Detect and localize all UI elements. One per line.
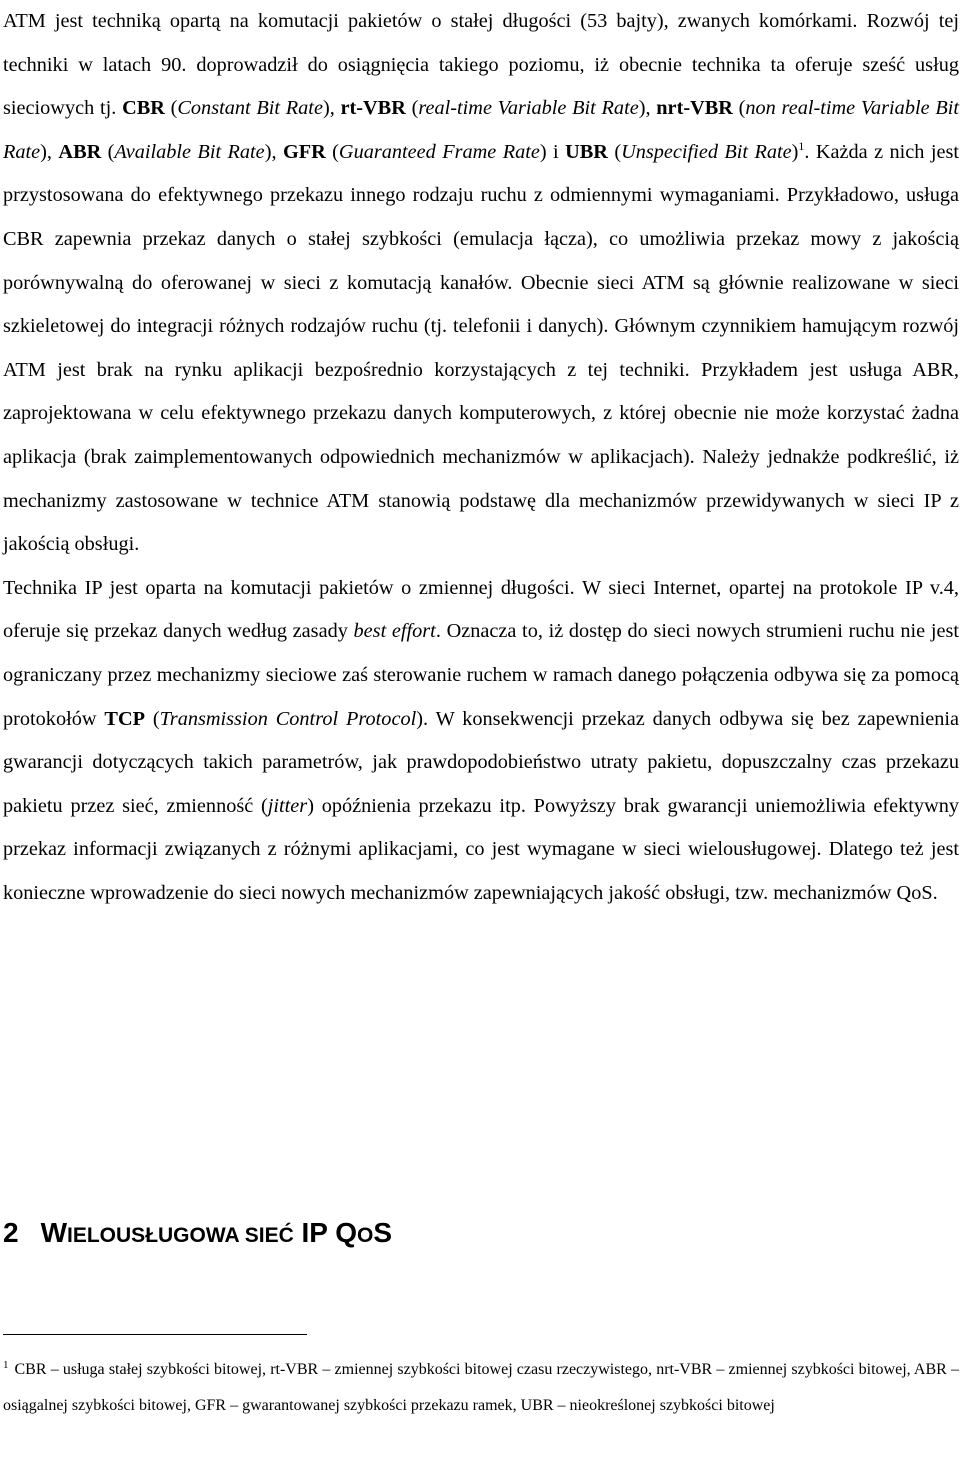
heading-text: IP Q: [293, 1217, 358, 1248]
term-gfr-expansion: Guaranteed Frame Rate: [338, 140, 540, 163]
term-gfr: GFR: [282, 140, 326, 163]
text-run: (: [732, 97, 746, 120]
section-number: 2: [3, 1217, 19, 1248]
footnote-mark: 1: [3, 1358, 9, 1371]
text-run: ),: [40, 140, 59, 163]
heading-text: S: [373, 1217, 393, 1248]
text-run: ),: [638, 97, 657, 120]
term-tcp-expansion: Transmission Control Protocol: [159, 707, 417, 730]
term-abr: ABR: [58, 140, 102, 163]
term-rt-vbr-expansion: real-time Variable Bit Rate: [418, 97, 639, 120]
text-run: ) opóźnienia przekazu itp. Powyższy brak gwarancji uniemożliwia efektywny przekaz informacji związanych z różnymi aplikacjami, co jest wymagane w sieci wielousługowej. Dlatego też jest konieczne wprowadzenie do sieci nowych mechanizmów zapewniających jakość obsługi, tzw. mechanizmów QoS.: [3, 794, 959, 904]
footnote-separator: [3, 1334, 307, 1335]
document-page: [3, 0, 960, 1414]
term-abr-expansion: Available Bit Rate: [114, 140, 265, 163]
footnote: [3, 1352, 959, 1424]
text-run: ): [791, 140, 799, 163]
text-run: ) i: [539, 140, 566, 163]
footnote-reference[interactable]: 1: [798, 139, 805, 154]
term-rt-vbr: rt-VBR: [340, 97, 406, 120]
text-run: (: [325, 140, 339, 163]
text-run: (: [607, 140, 622, 163]
text-run: (: [101, 140, 115, 163]
term-jitter: jitter: [267, 794, 308, 817]
section-heading: [3, 1213, 392, 1256]
heading-text: IELOUSŁUGOWA SIEĆ: [67, 1224, 294, 1247]
heading-text: O: [357, 1224, 374, 1247]
text-run: (: [164, 97, 178, 120]
text-run: ). W konsekwencji przekaz danych odbywa się bez zapewnienia gwarancji dotyczących takich parametrów, jak prawdopodobieństwo utraty pakietu, dopuszczalny czas przekazu pakietu przez sieć, zmienność (: [3, 707, 960, 817]
term-ubr: UBR: [565, 140, 608, 163]
term-cbr-expansion: Constant Bit Rate: [177, 97, 323, 120]
term-tcp: TCP: [104, 707, 145, 730]
paragraph-ip: [3, 567, 959, 916]
term-ubr-expansion: Unspecified Bit Rate: [621, 140, 792, 163]
text-run: . Każda z nich jest przystosowana do efektywnego przekazu innego rodzaju ruchu z odmiennymi wymaganiami. Przykładowo, usługa CBR zapewnia przekaz danych o stałej szybkości (emulacja łącza), co umożliwia przekaz mowy z jakością porównywalną do oferowanej w sieci z komutacją kanałów. Obecnie sieci ATM są głównie realizowane w sieci szkieletowej do integracji różnych rodzajów ruchu (tj. telefonii i danych). Głównym czynnikiem hamującym rozwój ATM jest brak na rynku aplikacji bezpośrednio korzystających z tej techniki. Przykładem jest usługa ABR, zaprojektowana w celu efektywnego przekazu danych komputerowych, z której obecnie nie może korzystać żadna aplikacja (brak zaimplementowanych odpowiednich mechanizmów w aplikacjach). Należy jednakże podkreślić, iż mechanizmy zastosowane w technice ATM stanowią podstawę dla mechanizmów przewidywanych w sieci IP z jakością obsługi.: [3, 140, 959, 556]
text-run: (: [405, 97, 419, 120]
paragraph-atm: [3, 0, 959, 567]
text-run: . Oznacza to, iż dostęp do sieci nowych strumieni ruchu nie jest ograniczany przez mechanizmy sieciowe zaś sterowanie ruchem w ramach danego połączenia odbywa się za pomocą protokołów: [3, 620, 959, 730]
term-best-effort: best effort: [353, 620, 436, 643]
text-run: Technika IP jest oparta na komutacji pakietów o zmiennej długości. W sieci Internet, opartej na protokole IP v.4, oferuje się przekaz danych według zasady: [3, 576, 959, 643]
text-run: ),: [264, 140, 283, 163]
term-cbr: CBR: [122, 97, 165, 120]
heading-text: W: [40, 1217, 68, 1248]
text-run: ),: [322, 97, 341, 120]
term-nrt-vbr: nrt-VBR: [656, 97, 733, 120]
text-run: (: [144, 707, 160, 730]
footnote-text: CBR – usługa stałej szybkości bitowej, rt-VBR – zmiennej szybkości bitowej czasu rzeczywistego, nrt-VBR – zmiennej szybkości bitowej, ABR –osiągalnej szybkości bitowej, GFR – gwarantowanej szybkości przekazu ramek, UBR – nieokreślonej szybkości bitowej: [3, 1361, 959, 1414]
term-nrt-vbr-expansion: non real-time Variable Bit Rate: [3, 97, 959, 163]
text-run: ATM jest techniką opartą na komutacji pakietów o stałej długości (53 bajty), zwanych komórkami. Rozwój tej techniki w latach 90. doprowadził do osiągnięcia takiego poziomu, iż obecnie technika ta oferuje sześć usług sieciowych tj.: [3, 10, 959, 120]
